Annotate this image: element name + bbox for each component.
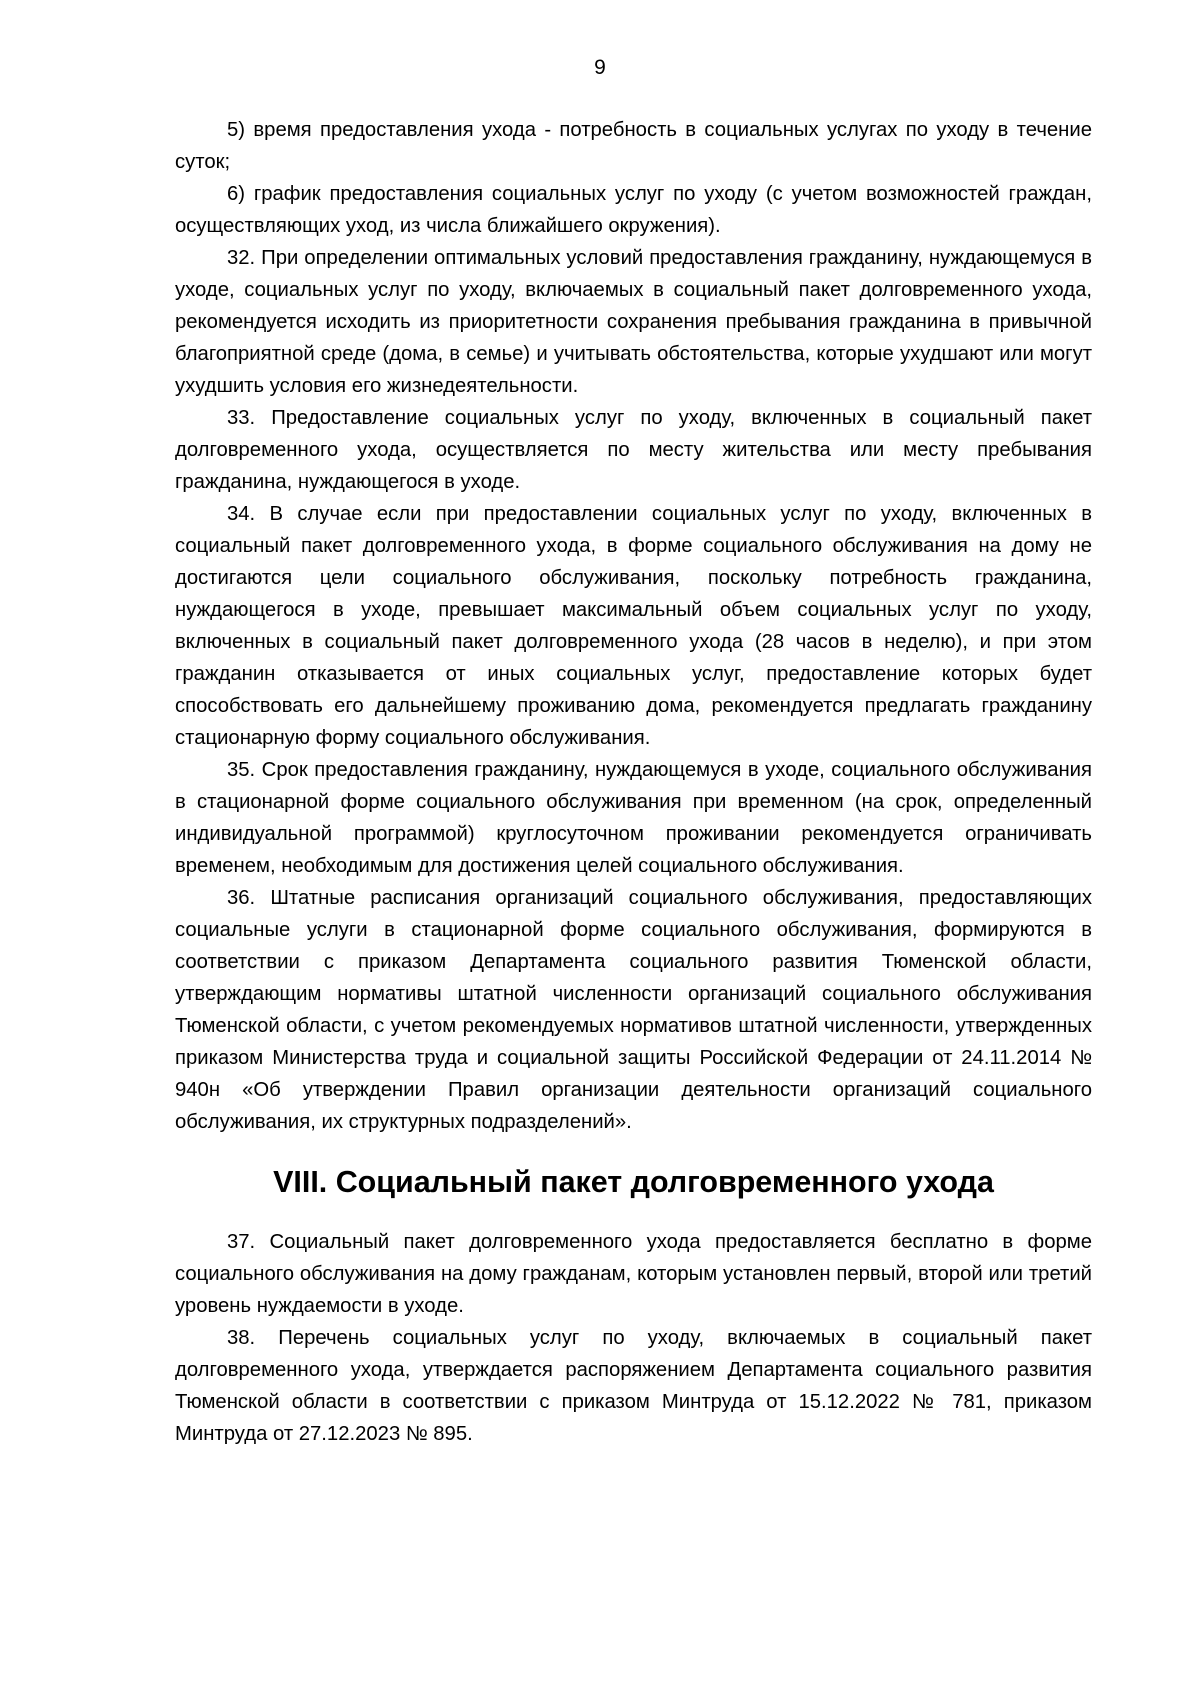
paragraph-item-5: 5) время предоставления ухода - потребность в социальных услугах по уходу в течение суток; (175, 119, 1092, 173)
paragraph-38: 38. Перечень социальных услуг по уходу, включаемых в социальный пакет долговременного ухода, утверждается распоряжением Департамента социального развития Тюменской области в соответствии с приказом Минтруда от 15.12.2022 № 781, приказом Минтруда от 27.12.2023 № 895. (175, 1327, 1092, 1445)
paragraph-32: 32. При определении оптимальных условий предоставления гражданину, нуждающемуся в уходе, социальных услуг по уходу, включаемых в социальный пакет долговременного ухода, рекомендуется исходить из приоритетности сохранения пребывания гражданина в привычной благоприятной среде (дома, в семье) и учитывать обстоятельства, которые ухудшают или могут ухудшить условия его жизнедеятельности. (175, 247, 1092, 397)
paragraph-37: 37. Социальный пакет долговременного ухода предоставляется бесплатно в форме социального обслуживания на дому гражданам, которым установлен первый, второй или третий уровень нуждаемости в уходе. (175, 1231, 1092, 1317)
paragraph-33: 33. Предоставление социальных услуг по уходу, включенных в социальный пакет долговременного ухода, осуществляется по месту жительства или месту пребывания гражданина, нуждающегося в уходе. (175, 407, 1092, 493)
section-title: VIII. Социальный пакет долговременного ухода (273, 1165, 994, 1199)
page-number: 9 (594, 56, 606, 79)
paragraph-36: 36. Штатные расписания организаций социального обслуживания, предоставляющих социальные услуги в стационарной форме социального обслуживания, формируются в соответствии с приказом Департамента социального развития Тюменской области, утверждающим нормативы штатной численности организаций социального обслуживания Тюменской области, с учетом рекомендуемых нормативов штатной численности, утвержденных приказом Министерства труда и социальной защиты Российской Федерации от 24.11.2014 № 940н «Об утверждении Правил организации деятельности организаций социального обслуживания, их структурных подразделений». (175, 887, 1092, 1133)
document-body (175, 114, 1092, 1450)
paragraph-35: 35. Срок предоставления гражданину, нуждающемуся в уходе, социального обслуживания в стационарной форме социального обслуживания при временном (на срок, определенный индивидуальной программой) круглосуточном проживании рекомендуется ограничивать временем, необходимым для достижения целей социального обслуживания. (175, 759, 1092, 877)
paragraph-item-6: 6) график предоставления социальных услуг по уходу (с учетом возможностей граждан, осуществляющих уход, из числа ближайшего окружения). (175, 183, 1092, 237)
paragraph-34: 34. В случае если при предоставлении социальных услуг по уходу, включенных в социальный пакет долговременного ухода, в форме социального обслуживания на дому не достигаются цели социального обслуживания, поскольку потребность гражданина, нуждающегося в уходе, превышает максимальный объем социальных услуг по уходу, включенных в социальный пакет долговременного ухода (28 часов в неделю), и при этом гражданин отказывается от иных социальных услуг, предоставление которых будет способствовать его дальнейшему проживанию дома, рекомендуется предлагать гражданину стационарную форму социального обслуживания. (175, 503, 1092, 749)
